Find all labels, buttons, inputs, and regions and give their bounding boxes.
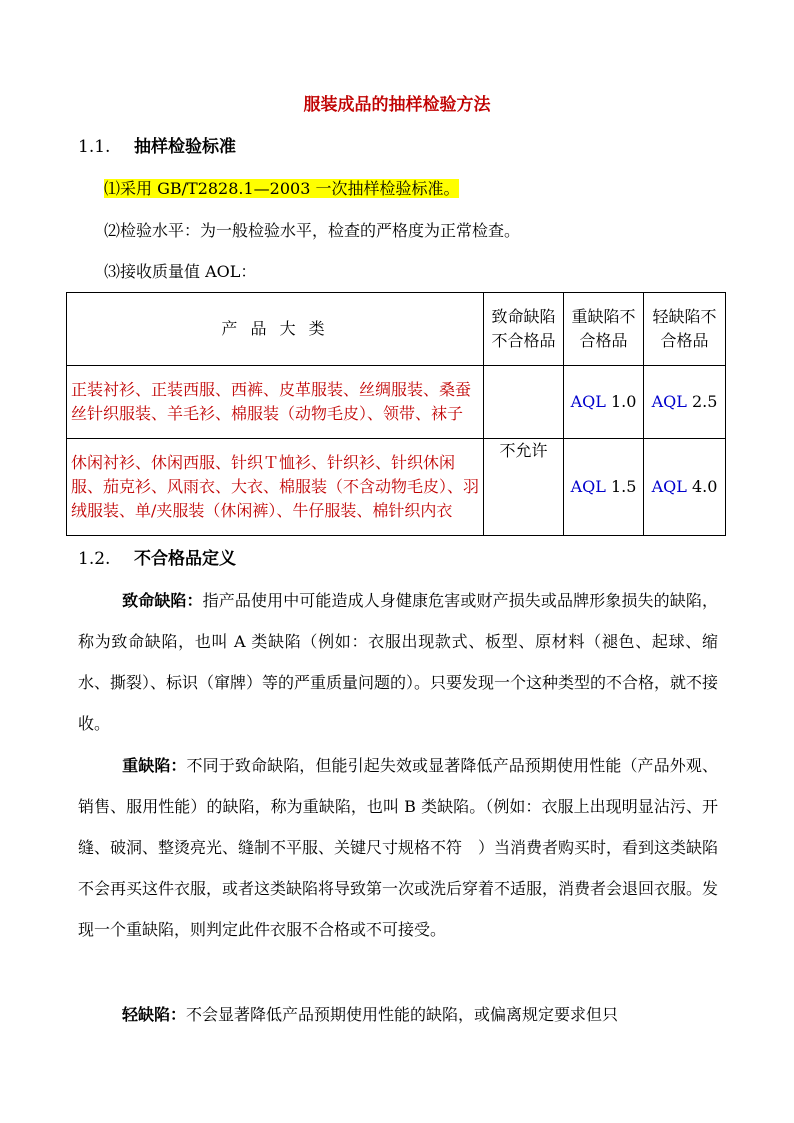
category-cell: 正装衬衫、正装西服、西裤、皮革服装、丝绸服装、桑蚕丝针织服装、羊毛衫、棉服装（动物毛皮）、领带、袜子 bbox=[67, 366, 484, 439]
paragraph-text: 指产品使用中可能造成人身健康危害或财产损失或品牌形象损失的缺陷，称为致命缺陷，也叫 A 类缺陷（例如：衣服出现款式、板型、原材料（褪色、起球、缩水、撕裂）、标识（窜牌）等的严重质量问题的）。只要发现一个这种类型的不合格，就不接收。 bbox=[78, 591, 719, 733]
header-major: 重缺陷不合格品 bbox=[564, 293, 644, 366]
table-row bbox=[67, 366, 726, 439]
category-cell: 休闲衬衫、休闲西服、针织Ｔ恤衫、针织衫、针织休闲服、茄克衫、风雨衣、大衣、棉服装（不含动物毛皮）、羽绒服装、单/夹服装（休闲裤）、牛仔服装、棉针织内衣 bbox=[67, 439, 484, 536]
document-title: 服装成品的抽样检验方法 bbox=[303, 95, 491, 115]
aql-value: 2.5 bbox=[691, 392, 718, 411]
header-critical: 致命缺陷不合格品 bbox=[484, 293, 564, 366]
aql-value: 1.0 bbox=[610, 392, 637, 411]
highlighted-text: ⑴采用 GB/T2828.1—2003 一次抽样检验标准。 bbox=[104, 179, 460, 198]
critical-cell: 不允许 bbox=[484, 439, 564, 536]
aql-key: AQL bbox=[651, 392, 687, 411]
section-title: 不合格品定义 bbox=[134, 549, 236, 569]
major-cell bbox=[564, 366, 644, 439]
major-cell bbox=[564, 439, 644, 536]
term-label: 轻缺陷： bbox=[122, 1005, 187, 1024]
aql-item: ⑶接收质量值 AOL： bbox=[104, 262, 257, 281]
term-label: 致命缺陷： bbox=[122, 591, 203, 610]
header-category: 产 品 大 类 bbox=[67, 293, 484, 366]
aql-key: AQL bbox=[570, 392, 606, 411]
table-header-row bbox=[67, 293, 726, 366]
critical-cell bbox=[484, 366, 564, 439]
term-label: 重缺陷： bbox=[122, 756, 187, 775]
paragraph-text: 不会显著降低产品预期使用性能的缺陷，或偏离规定要求但只 bbox=[186, 1005, 619, 1024]
major-defect-paragraph bbox=[78, 745, 718, 950]
standard-item bbox=[104, 178, 459, 200]
section-number: 1.2. bbox=[78, 549, 111, 569]
paragraph-text: 不同于致命缺陷，但能引起失效或显著降低产品预期使用性能（产品外观、销售、服用性能）的缺陷，称为重缺陷，也叫 B 类缺陷。（例如：衣服上出现明显沾污、开缝、破洞、整烫亮光、缝制不平服、关键尺寸规格不符 ）当消费者购买时，看到这类缺陷不会再买这件衣服，或者这类缺陷将导致第一次或洗后穿着不适服，消费者会退回衣服。发现一个重缺陷，则判定此件衣服不合格或不可接受。 bbox=[78, 756, 719, 939]
critical-defect-paragraph bbox=[78, 580, 718, 744]
aql-table bbox=[66, 292, 726, 536]
section-heading-1-2 bbox=[78, 548, 236, 570]
header-minor: 轻缺陷不合格品 bbox=[644, 293, 726, 366]
section-number: 1.1. bbox=[78, 137, 111, 157]
section-heading-1-1 bbox=[78, 136, 236, 158]
minor-cell bbox=[644, 366, 726, 439]
aql-value: 1.5 bbox=[610, 477, 637, 496]
minor-cell bbox=[644, 439, 726, 536]
table-row bbox=[67, 439, 726, 536]
aql-key: AQL bbox=[570, 477, 606, 496]
aql-value: 4.0 bbox=[691, 477, 718, 496]
inspection-level-item: ⑵检验水平：为一般检验水平，检查的严格度为正常检查。 bbox=[104, 221, 521, 240]
minor-defect-paragraph bbox=[78, 994, 718, 1035]
section-title: 抽样检验标准 bbox=[134, 137, 236, 157]
aql-key: AQL bbox=[651, 477, 687, 496]
